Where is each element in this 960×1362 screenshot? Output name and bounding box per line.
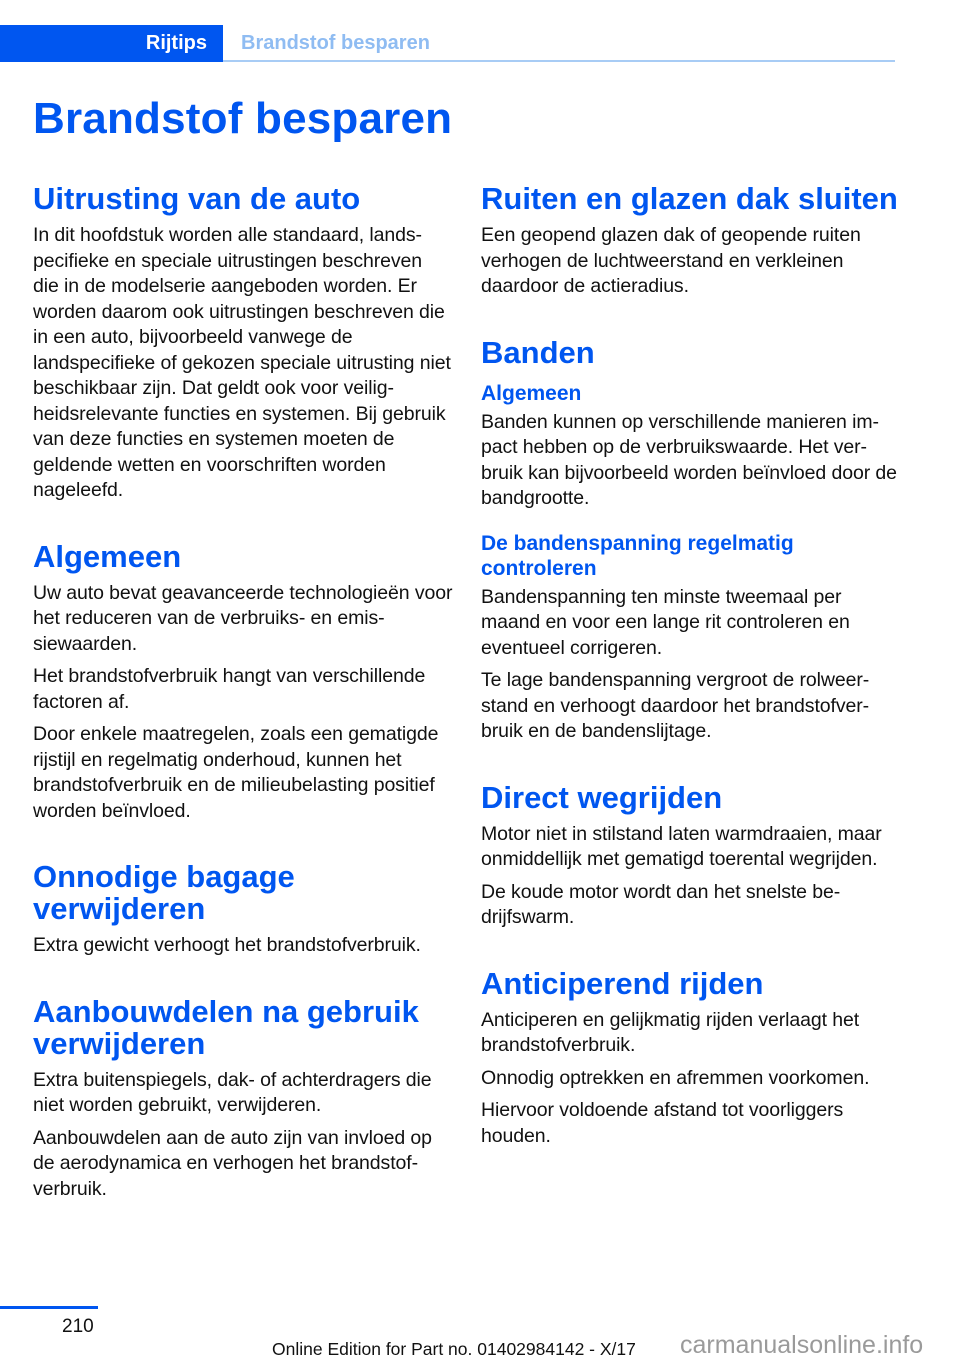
section-heading: Uitrusting van de auto <box>33 181 361 216</box>
paragraph: In dit hoofdstuk worden alle standaard, landspecifieke en speciale uitrustingen beschreven die in de modelserie aangeboden worden. Er worden daarom ook uitrustingen beschreven die in een auto, bijvoorbeeld vanwege de landspecifieke of gekozen speciale uitrusting niet beschikbaar zijn. Dat geldt ook voor veiligheidsrelevante functies en systemen. Bij gebruik van deze functies en systemen moeten de geldende wetten en voorschriften worden nageleefd. <box>33 224 451 501</box>
section-direct-wegrijden <box>481 779 901 931</box>
section-ruiten <box>481 183 901 300</box>
section-uitrusting <box>33 183 453 504</box>
chapter-tab[interactable]: Rijtips <box>0 25 223 62</box>
header-divider <box>223 60 895 62</box>
right-column <box>481 183 901 1156</box>
section-banden <box>481 334 901 745</box>
page-title: Brandstof besparen <box>33 94 453 143</box>
page-number: 210 <box>62 1316 94 1337</box>
paragraph: Uw auto bevat geavanceerde technologieën voor het reduceren van de verbruiks- en emissiewaarden. <box>33 581 453 655</box>
paragraph: Banden kunnen op verschillende manieren impact hebben op de verbruikswaarde. Het verbruik kan bijvoorbeeld worden beïnvloed door de bandgrootte. <box>481 410 897 509</box>
paragraph: Extra gewicht verhoogt het brandstofverbruik. <box>33 934 421 956</box>
section-heading: Algemeen <box>33 538 182 574</box>
subsection-heading: De bandenspanning regelmatig controleren <box>481 531 794 580</box>
section-heading: Banden <box>481 334 595 370</box>
section-aanbouwdelen <box>33 993 453 1203</box>
paragraph: Motor niet in stilstand laten warmdraaien, maar onmiddellijk met gematigd toerental wegrijden. <box>481 822 882 870</box>
paragraph: Hiervoor voldoende afstand tot voorliggers houden. <box>481 1099 844 1147</box>
paragraph: Onnodig optrekken en afremmen voorkomen. <box>481 1066 870 1089</box>
paragraph: De koude motor wordt dan het snelste bedrijfswarm. <box>481 880 841 928</box>
paragraph: Door enkele maatregelen, zoals een gematigde rijstijl en regelmatig onderhoud, kunnen het brandstofverbruik en de milieubelasting positief worden beïnvloed. <box>33 723 439 822</box>
edition-text: Online Edition for Part no. 01402984142 - X/17 <box>272 1339 636 1359</box>
page-header <box>0 25 895 62</box>
paragraph: Anticiperen en gelijkmatig rijden verlaagt het brandstofverbruik. <box>481 1008 860 1056</box>
paragraph: Te lage bandenspanning vergroot de rolweerstand en verhoogt daardoor het brandstofverbruik en de bandenslijtage. <box>481 669 870 742</box>
watermark: carmanualsonline.info <box>680 1331 924 1359</box>
left-column <box>33 183 453 1209</box>
section-heading: Direct wegrijden <box>481 779 723 815</box>
section-anticiperend <box>481 965 901 1150</box>
paragraph: Aanbouwdelen aan de auto zijn van invloed op de aerodynamica en verhogen het brandstofverbruik. <box>33 1126 432 1200</box>
section-heading: Aanbouwdelen na gebruik verwijderen <box>33 993 419 1061</box>
section-algemeen <box>33 538 453 825</box>
paragraph: Een geopend glazen dak of geopende ruiten verhogen de luchtweerstand en verkleinen daardoor de actieradius. <box>481 224 861 297</box>
section-heading: Onnodige bagage verwijderen <box>33 859 295 926</box>
section-heading: Anticiperend rijden <box>481 965 764 1001</box>
paragraph: Extra buitenspiegels, dak- of achterdragers die niet worden gebruikt, verwijderen. <box>33 1068 432 1116</box>
section-heading: Ruiten en glazen dak sluiten <box>481 181 898 216</box>
paragraph: Bandenspanning ten minste tweemaal per maand en voor een lange rit controleren en eventueel corrigeren. <box>481 585 850 659</box>
breadcrumb[interactable]: Brandstof besparen <box>241 32 430 54</box>
footer-divider <box>0 1306 98 1309</box>
paragraph: Het brandstofverbruik hangt van verschillende factoren af. <box>33 665 426 713</box>
section-bagage <box>33 861 453 959</box>
subsection-heading: Algemeen <box>481 381 582 405</box>
